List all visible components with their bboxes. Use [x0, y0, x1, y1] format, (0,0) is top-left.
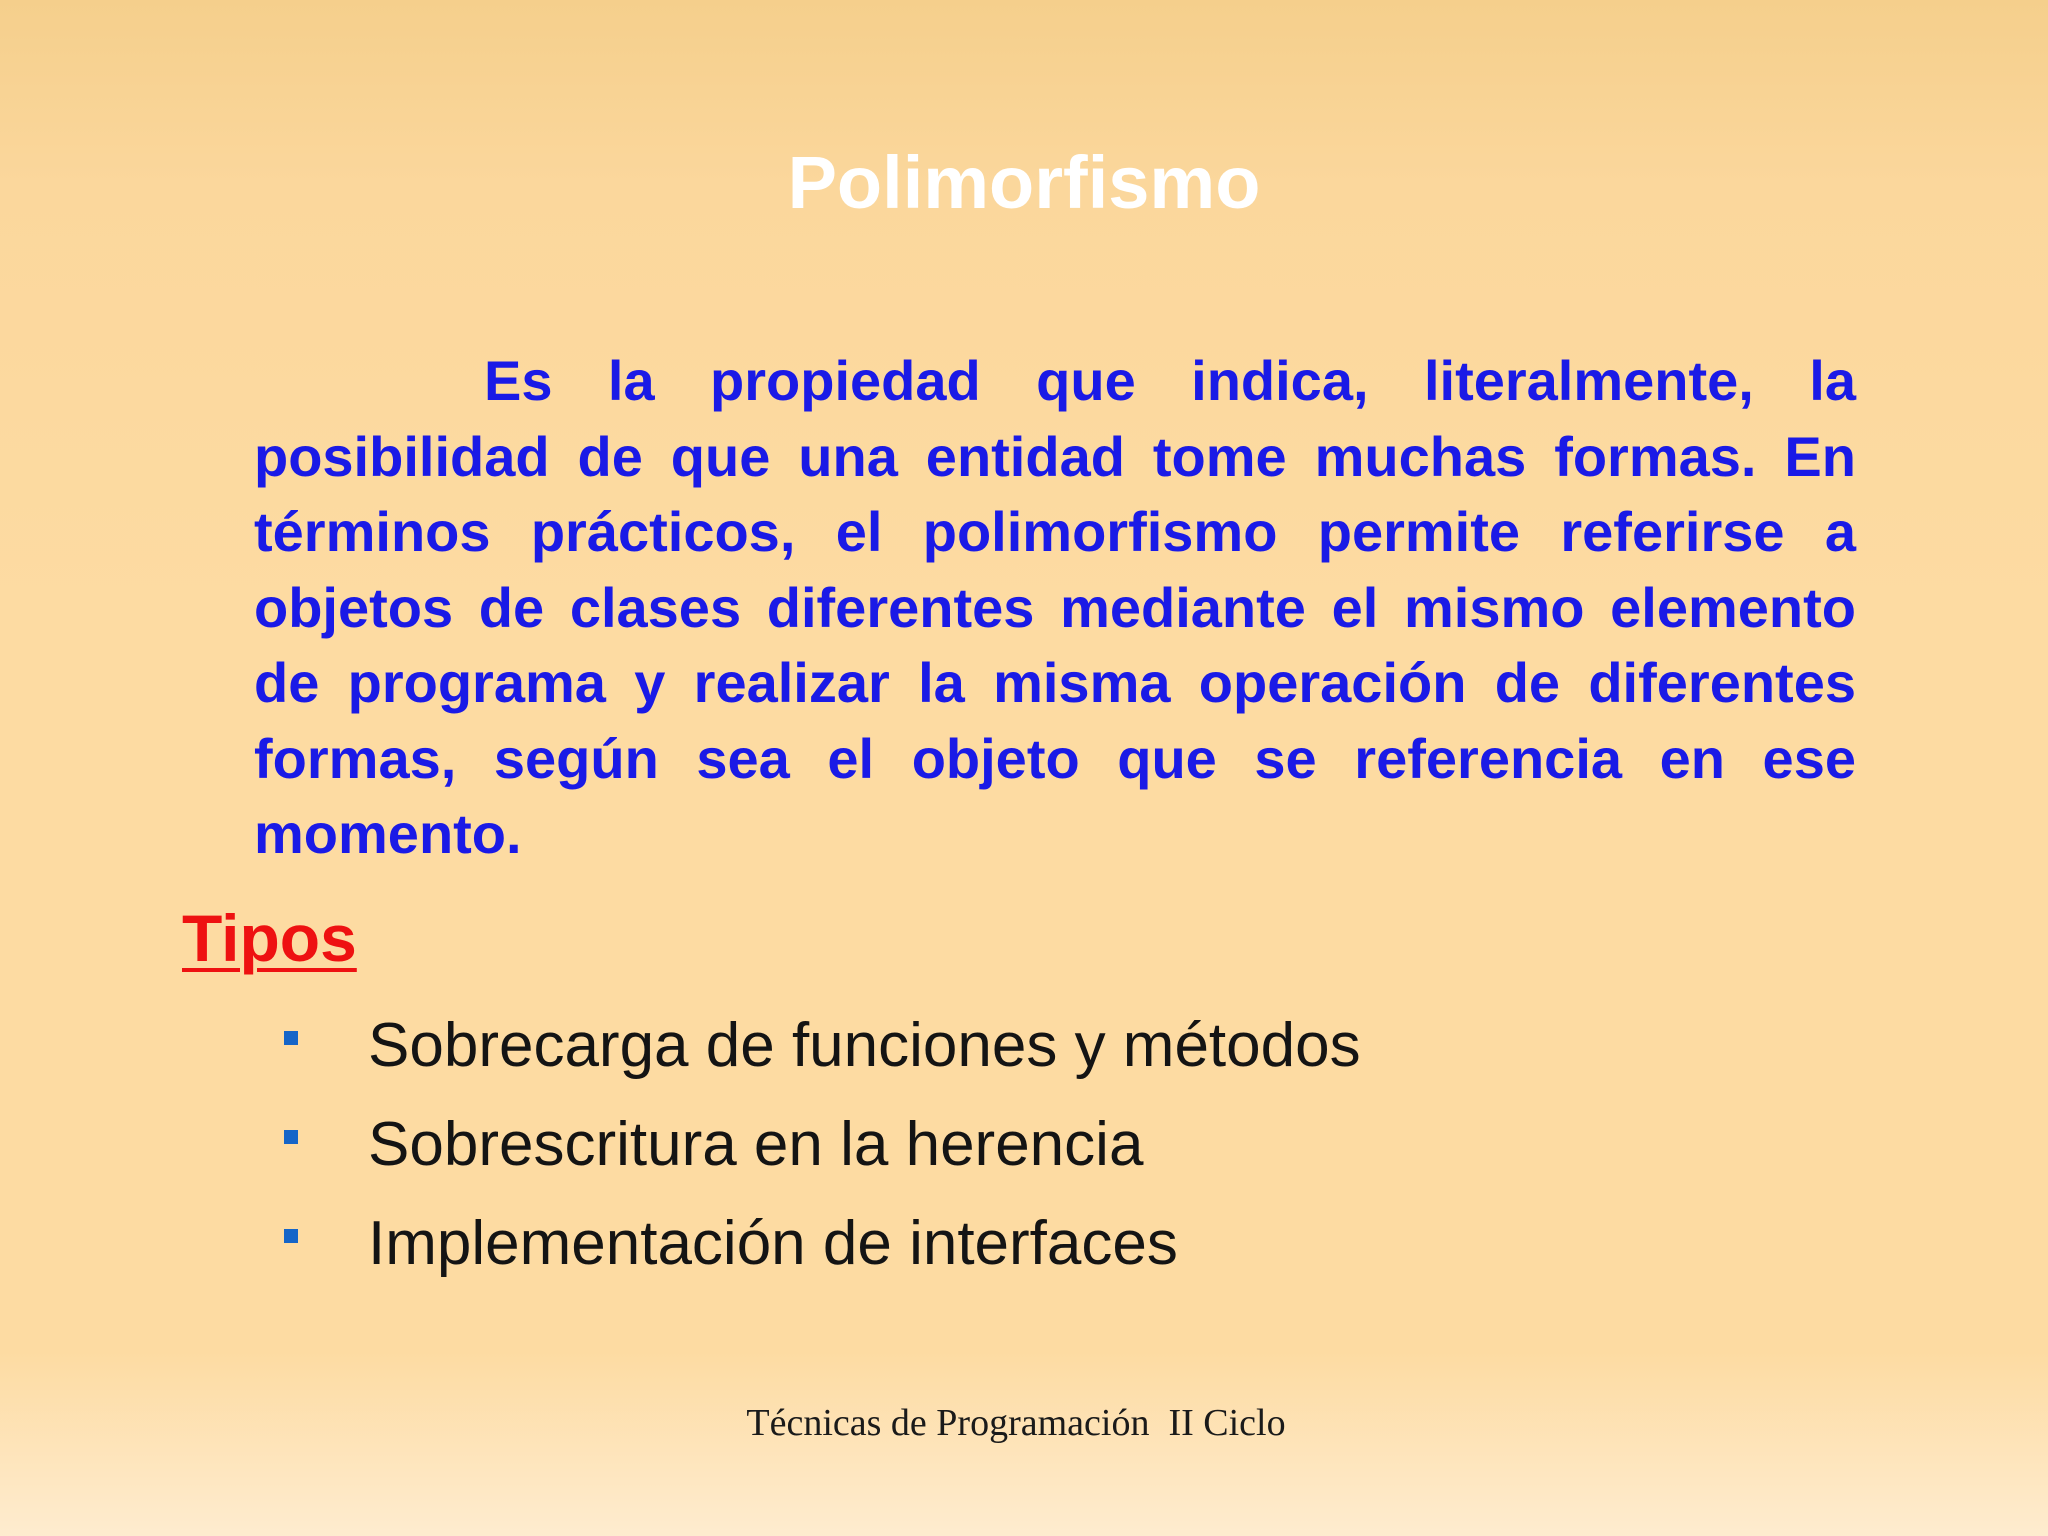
square-bullet-icon — [284, 1130, 298, 1144]
definition-paragraph: Es la propiedad que indica, literalmente, la posibilidad de que una entidad tome muchas formas. En términos prácticos, el polimorfismo permite referirse a objetos de clases diferentes mediante el mismo elemento de programa y realizar la misma operación de diferentes formas, según sea el objeto que se referencia en ese momento. — [254, 349, 1856, 865]
list-item-label: Sobrecarga de funciones y métodos — [368, 1010, 1361, 1080]
list-item — [284, 1095, 1361, 1194]
types-list — [284, 996, 1361, 1293]
square-bullet-icon — [284, 1229, 298, 1243]
list-item-label: Implementación de interfaces — [368, 1208, 1178, 1278]
list-item — [284, 996, 1361, 1095]
slide-title: Polimorfismo — [787, 141, 1261, 224]
list-item-label: Sobrescritura en la herencia — [368, 1109, 1144, 1179]
list-item — [284, 1194, 1361, 1293]
slide-footer: Técnicas de Programación II Ciclo — [746, 1402, 1286, 1444]
section-heading-tipos: Tipos — [182, 901, 357, 975]
square-bullet-icon — [284, 1031, 298, 1045]
